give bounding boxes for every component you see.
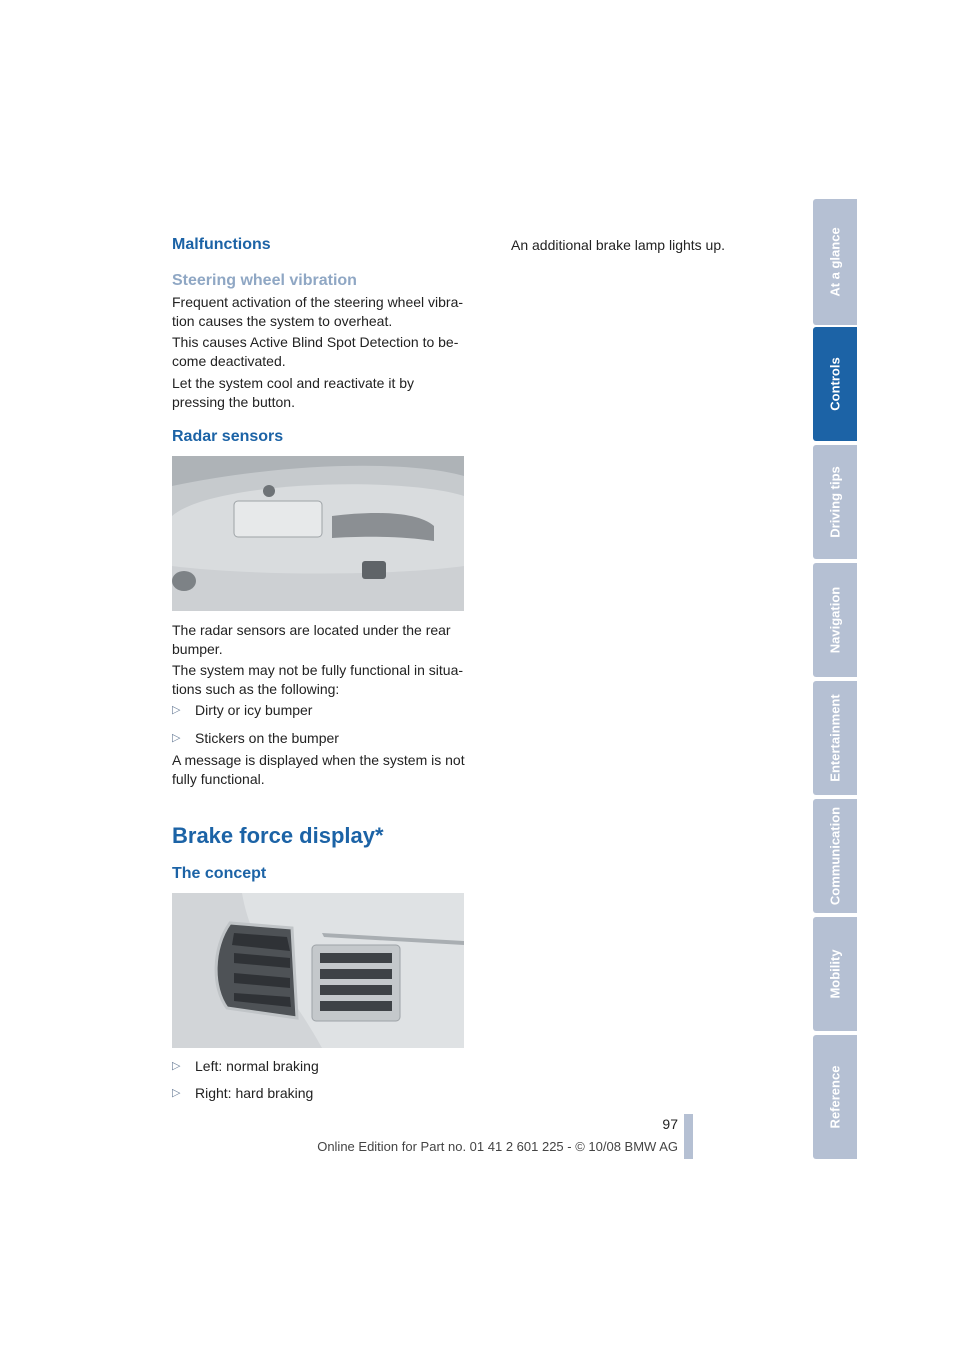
list-item-text: Dirty or icy bumper bbox=[195, 702, 313, 718]
tab-reference[interactable]: Reference bbox=[813, 1035, 857, 1159]
tab-driving-tips[interactable]: Driving tips bbox=[813, 445, 857, 559]
section-heading-malfunctions: Malfunctions bbox=[172, 236, 271, 253]
figure-brake-lights bbox=[172, 893, 464, 1048]
tab-communication[interactable]: Communication bbox=[813, 799, 857, 913]
rear-bumper-illustration bbox=[172, 456, 464, 611]
paragraph-steering-reactivate: Let the system cool and reactivate it by pressing the button. bbox=[172, 375, 415, 410]
tab-entertainment[interactable]: Entertainment bbox=[813, 681, 857, 795]
paragraph-steering-overheat: Frequent activation of the steering wheel vibra-tion causes the system to overheat. bbox=[172, 294, 464, 329]
list-item bbox=[172, 1084, 467, 1103]
paragraph-additional-brake-lamp: An additional brake lamp lights up. bbox=[511, 237, 726, 253]
triangle-right-icon: ▷ bbox=[172, 1060, 181, 1072]
paragraph-steering-deactivated: This causes Active Blind Spot Detection to be-come deactivated. bbox=[172, 334, 459, 369]
paragraph-radar-limits: The system may not be fully functional in situa-tions such as the following: bbox=[172, 662, 464, 697]
tab-mobility[interactable]: Mobility bbox=[813, 917, 857, 1031]
tab-at-a-glance[interactable]: At a glance bbox=[813, 199, 857, 325]
figure-rear-bumper bbox=[172, 456, 464, 611]
subheading-steering-wheel-vibration: Steering wheel vibration bbox=[172, 272, 357, 289]
section-heading-the-concept: The concept bbox=[172, 865, 267, 882]
brake-lights-illustration bbox=[172, 893, 464, 1048]
list-item-text: Left: normal braking bbox=[195, 1058, 319, 1074]
page-number: 97 bbox=[662, 1116, 678, 1132]
paragraph-radar-location: The radar sensors are located under the rear bumper. bbox=[172, 622, 451, 657]
list-item bbox=[172, 1057, 467, 1076]
footer-bar bbox=[684, 1114, 693, 1159]
list-item bbox=[172, 729, 467, 748]
footer-edition: Online Edition for Part no. 01 41 2 601 225 - © 10/08 BMW AG bbox=[317, 1139, 678, 1154]
list-item bbox=[172, 701, 467, 720]
triangle-right-icon: ▷ bbox=[172, 704, 181, 716]
list-item-text: Right: hard braking bbox=[195, 1085, 314, 1101]
section-heading-brake-force-display: Brake force display* bbox=[172, 823, 384, 848]
triangle-right-icon: ▷ bbox=[172, 732, 181, 744]
section-heading-radar-sensors: Radar sensors bbox=[172, 428, 284, 445]
triangle-right-icon: ▷ bbox=[172, 1087, 181, 1099]
paragraph-radar-message: A message is displayed when the system is not fully functional. bbox=[172, 752, 465, 787]
tab-navigation[interactable]: Navigation bbox=[813, 563, 857, 677]
tab-controls[interactable]: Controls bbox=[813, 327, 857, 441]
list-item-text: Stickers on the bumper bbox=[195, 730, 339, 746]
